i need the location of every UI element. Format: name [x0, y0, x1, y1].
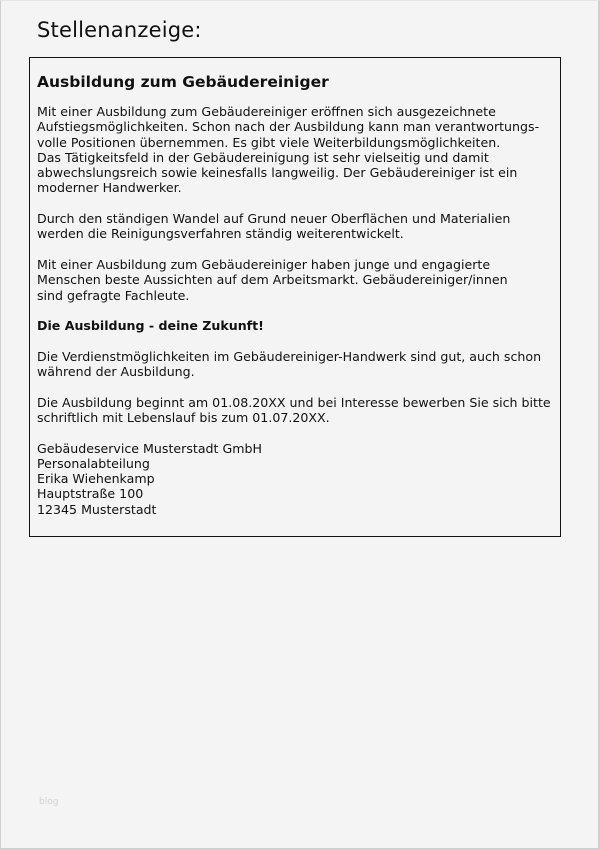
contact-company: Gebäudeservice Musterstadt GmbH: [37, 440, 262, 456]
future-subheading: Die Ausbildung - deine Zukunft!: [37, 318, 264, 334]
earnings-paragraph: Die Verdienstmöglichkeiten im Gebäudereiniger-Handwerk sind gut, auch schon während der Ausbildung.: [37, 348, 542, 380]
contact-person: Erika Wiehenkamp: [37, 471, 155, 487]
job-market-paragraph: Mit einer Ausbildung zum Gebäudereiniger haben junge und engagierte Menschen beste Aussichten auf dem Arbeitsmarkt. Gebäudereiniger/innen sind gefragte Fachleute.: [37, 256, 508, 303]
contact-department: Personalabteilung: [37, 455, 150, 471]
application-paragraph: Die Ausbildung beginnt am 01.08.20XX und bei Interesse bewerben Sie sich bitte schriftlich mit Lebenslauf bis zum 01.07.20XX.: [37, 394, 551, 425]
contact-address: [37, 441, 553, 517]
materials-paragraph: Durch den ständigen Wandel auf Grund neuer Oberflächen und Materialien werden die Reinigungsverfahren ständig weiterentwickelt.: [37, 211, 511, 242]
document-heading: Stellenanzeige:: [37, 18, 202, 42]
watermark-text: blog: [39, 797, 59, 807]
contact-street: Hauptstraße 100: [37, 486, 144, 502]
job-ad-title: Ausbildung zum Gebäudereiniger: [37, 73, 329, 91]
intro-paragraph: Mit einer Ausbildung zum Gebäudereiniger eröffnen sich ausgezeichnete Aufstiegsmöglichkeiten. Schon nach der Ausbildung kann man verantwortungs- volle Positionen übernemmen. Es gibt viele Weiterbildungsmöglichkeiten. Das Tätigkeitsfeld in der Gebäudereinigung ist sehr vielseitig und damit abwechslungsreich sowie keinesfalls langweilig. Der Gebäudereiniger ist ein moderner Handwerker.: [37, 104, 540, 196]
contact-city: 12345 Musterstadt: [37, 501, 157, 517]
job-ad-box: [29, 57, 561, 537]
